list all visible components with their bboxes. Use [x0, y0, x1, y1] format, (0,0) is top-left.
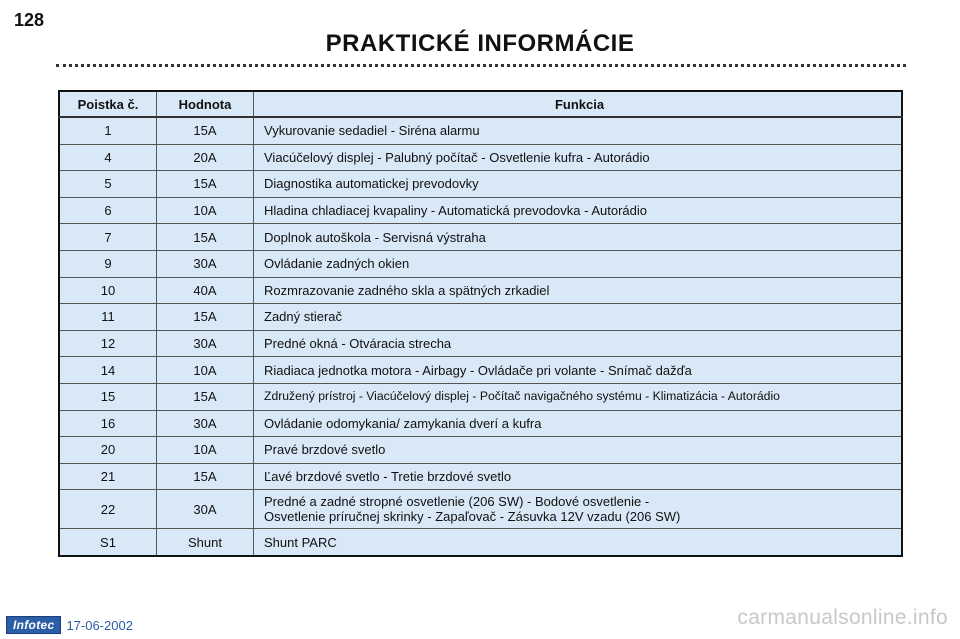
fuse-number-cell: 14: [59, 357, 157, 384]
function-text: Shunt PARC: [264, 534, 337, 550]
fuse-number-cell: 12: [59, 330, 157, 357]
fuse-number-cell: 9: [59, 250, 157, 277]
fuse-function-cell: [254, 117, 903, 144]
fuse-value-cell: 40A: [157, 277, 254, 304]
fuse-number-cell: 10: [59, 277, 157, 304]
fuse-function-cell: [254, 224, 903, 251]
fuse-number-cell: 4: [59, 144, 157, 171]
function-text: Zadný stierač: [264, 309, 343, 325]
table-row: [59, 330, 902, 357]
fuse-value-cell: 10A: [157, 437, 254, 464]
fuse-number-cell: S1: [59, 529, 157, 556]
header-value: Hodnota: [157, 91, 254, 117]
fuse-number-cell: 22: [59, 490, 157, 529]
footer-date: 17-06-2002: [66, 617, 133, 633]
fuse-value-cell: 30A: [157, 250, 254, 277]
fuse-value-cell: 15A: [157, 171, 254, 198]
table-row: [59, 117, 902, 144]
table-row: [59, 357, 902, 384]
table-row: [59, 171, 902, 198]
function-text: Hladina chladiacej kvapaliny - Automatická prevodovka - Autorádio: [264, 203, 647, 219]
fuse-value-cell: 20A: [157, 144, 254, 171]
header-function: Funkcia: [254, 91, 903, 117]
fuse-function-cell: [254, 529, 903, 556]
title-divider: [56, 64, 906, 67]
fuse-value-cell: 15A: [157, 304, 254, 331]
fuse-value-cell: 30A: [157, 490, 254, 529]
fuse-function-cell: [254, 197, 903, 224]
fuse-number-cell: 7: [59, 224, 157, 251]
table-row: [59, 304, 902, 331]
fuse-value-cell: 15A: [157, 224, 254, 251]
fuse-function-cell: [254, 463, 903, 490]
function-text: Diagnostika automatickej prevodovky: [264, 176, 479, 192]
table-row: [59, 144, 902, 171]
function-text: Ovládanie zadných okien: [264, 256, 410, 272]
fuse-table: [58, 90, 903, 557]
fuse-number-cell: 1: [59, 117, 157, 144]
table-header-row: [59, 91, 902, 117]
fuse-function-cell: [254, 330, 903, 357]
function-text: Viacúčelový displej - Palubný počítač - Osvetlenie kufra - Autorádio: [264, 149, 650, 165]
fuse-value-cell: 15A: [157, 463, 254, 490]
fuse-value-cell: 30A: [157, 410, 254, 437]
table-row: [59, 383, 902, 410]
table-row: [59, 437, 902, 464]
table-row: [59, 463, 902, 490]
fuse-function-cell: [254, 410, 903, 437]
function-text: Ľavé brzdové svetlo - Tretie brzdové svetlo: [264, 469, 512, 485]
fuse-number-cell: 20: [59, 437, 157, 464]
fuse-number-cell: 11: [59, 304, 157, 331]
table-row: [59, 410, 902, 437]
function-text: Ovládanie odomykania/ zamykania dverí a kufra: [264, 415, 542, 431]
table-row: [59, 490, 902, 529]
page-title: PRAKTICKÉ INFORMÁCIE: [325, 30, 635, 57]
watermark-text: carmanualsonline.info: [737, 606, 948, 629]
table-body: [59, 117, 902, 556]
fuse-function-cell: [254, 357, 903, 384]
fuse-function-cell: [254, 304, 903, 331]
table-row: [59, 529, 902, 556]
function-text: Osvetlenie príručnej skrinky - Zapaľovač - Zásuvka 12V vzadu (206 SW): [264, 509, 681, 525]
fuse-number-cell: 16: [59, 410, 157, 437]
function-text: Rozmrazovanie zadného skla a spätných zrkadiel: [264, 282, 550, 298]
fuse-value-cell: Shunt: [157, 529, 254, 556]
footer: [6, 616, 133, 634]
table-row: [59, 224, 902, 251]
function-text: Združený prístroj - Viacúčelový displej - Počítač navigačného systému - Klimatizácia - Autorádio: [264, 389, 780, 404]
fuse-function-cell: [254, 277, 903, 304]
fuse-value-cell: 30A: [157, 330, 254, 357]
fuse-function-cell: [254, 437, 903, 464]
fuse-number-cell: 15: [59, 383, 157, 410]
function-text: Vykurovanie sedadiel - Siréna alarmu: [264, 123, 480, 139]
fuse-function-cell: [254, 144, 903, 171]
fuse-number-cell: 21: [59, 463, 157, 490]
function-text: Doplnok autoškola - Servisná výstraha: [264, 229, 486, 245]
infotec-logo: Infotec: [6, 616, 61, 634]
function-text: Predné a zadné stropné osvetlenie (206 SW) - Bodové osvetlenie -: [264, 494, 650, 510]
table-row: [59, 277, 902, 304]
fuse-value-cell: 15A: [157, 117, 254, 144]
table-row: [59, 250, 902, 277]
function-text: Predné okná - Otváracia strecha: [264, 336, 452, 352]
header-fuse-no: Poistka č.: [59, 91, 157, 117]
fuse-function-cell: [254, 383, 903, 410]
fuse-value-cell: 15A: [157, 383, 254, 410]
fuse-value-cell: 10A: [157, 357, 254, 384]
function-text: Riadiaca jednotka motora - Airbagy - Ovládače pri volante - Snímač dažďa: [264, 362, 692, 378]
fuse-value-cell: 10A: [157, 197, 254, 224]
fuse-function-cell: [254, 250, 903, 277]
fuse-number-cell: 5: [59, 171, 157, 198]
table-row: [59, 197, 902, 224]
fuse-function-cell: [254, 171, 903, 198]
fuse-function-cell: [254, 490, 903, 529]
page-number: 128: [14, 10, 45, 30]
fuse-number-cell: 6: [59, 197, 157, 224]
function-text: Pravé brzdové svetlo: [264, 442, 386, 458]
